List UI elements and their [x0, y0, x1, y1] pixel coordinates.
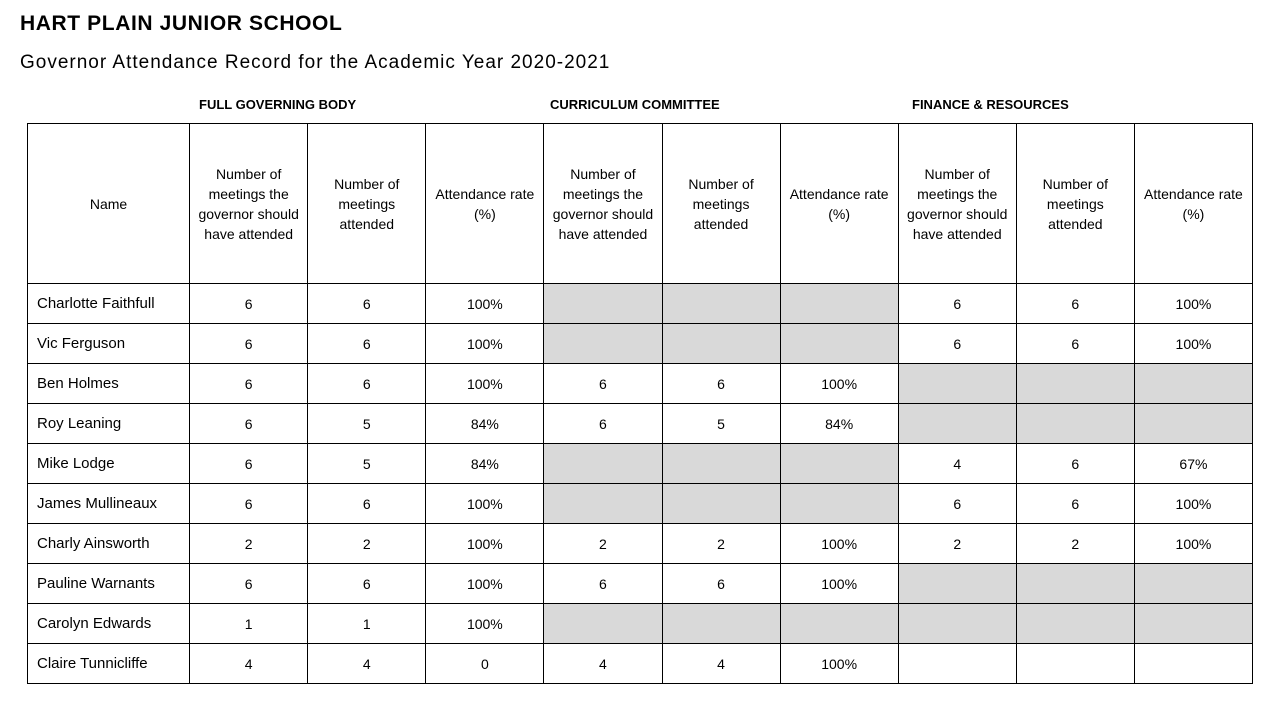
fgb-should-cell: 1 [190, 604, 308, 644]
fgb-attended-cell: 4 [308, 644, 426, 684]
governor-name: Claire Tunnicliffe [28, 644, 190, 684]
fin-should-cell-not-applicable [898, 404, 1016, 444]
header-cur-should-attend: Number of meetings the governor should have attended [544, 124, 662, 284]
header-fin-should-attend: Number of meetings the governor should have attended [898, 124, 1016, 284]
fin-should-cell [898, 644, 1016, 684]
fgb-attended-cell: 5 [308, 404, 426, 444]
fgb-rate-cell: 100% [426, 484, 544, 524]
table-row [28, 604, 1253, 644]
table-row [28, 324, 1253, 364]
cur-attended-cell-not-applicable [662, 444, 780, 484]
table-body [28, 284, 1253, 684]
cur-should-cell: 6 [544, 364, 662, 404]
fgb-attended-cell: 6 [308, 564, 426, 604]
fin-should-cell-not-applicable [898, 564, 1016, 604]
header-fin-attended: Number of meetings attended [1016, 124, 1134, 284]
fgb-rate-cell: 100% [426, 364, 544, 404]
fin-attended-cell: 6 [1016, 324, 1134, 364]
fin-rate-cell: 100% [1134, 324, 1252, 364]
fgb-attended-cell: 1 [308, 604, 426, 644]
fgb-should-cell: 6 [190, 404, 308, 444]
fin-rate-cell: 100% [1134, 484, 1252, 524]
cur-rate-cell-not-applicable [780, 484, 898, 524]
fin-rate-cell-not-applicable [1134, 564, 1252, 604]
fin-should-cell: 6 [898, 484, 1016, 524]
fgb-should-cell: 6 [190, 284, 308, 324]
header-cur-rate: Attendance rate (%) [780, 124, 898, 284]
governor-name: James Mullineaux [28, 484, 190, 524]
fin-attended-cell: 6 [1016, 444, 1134, 484]
cur-attended-cell-not-applicable [662, 324, 780, 364]
fgb-should-cell: 2 [190, 524, 308, 564]
document-subtitle: Governor Attendance Record for the Academic Year 2020-2021 [20, 52, 611, 73]
cur-should-cell-not-applicable [544, 324, 662, 364]
governor-name: Roy Leaning [28, 404, 190, 444]
fin-attended-cell: 6 [1016, 484, 1134, 524]
cur-rate-cell-not-applicable [780, 284, 898, 324]
cur-rate-cell: 100% [780, 524, 898, 564]
fin-attended-cell-not-applicable [1016, 604, 1134, 644]
fgb-should-cell: 6 [190, 484, 308, 524]
cur-attended-cell: 5 [662, 404, 780, 444]
fin-rate-cell-not-applicable [1134, 404, 1252, 444]
fin-attended-cell: 2 [1016, 524, 1134, 564]
fgb-attended-cell: 5 [308, 444, 426, 484]
governor-name: Charlotte Faithfull [28, 284, 190, 324]
cur-rate-cell-not-applicable [780, 444, 898, 484]
fgb-rate-cell: 100% [426, 284, 544, 324]
fin-rate-cell: 100% [1134, 284, 1252, 324]
fgb-attended-cell: 6 [308, 284, 426, 324]
cur-rate-cell: 100% [780, 364, 898, 404]
fin-rate-cell-not-applicable [1134, 604, 1252, 644]
fin-should-cell: 2 [898, 524, 1016, 564]
fin-should-cell-not-applicable [898, 604, 1016, 644]
table-row [28, 364, 1253, 404]
governor-name: Pauline Warnants [28, 564, 190, 604]
cur-should-cell: 6 [544, 564, 662, 604]
fgb-should-cell: 4 [190, 644, 308, 684]
cur-attended-cell: 4 [662, 644, 780, 684]
governor-name: Ben Holmes [28, 364, 190, 404]
fgb-should-cell: 6 [190, 564, 308, 604]
group-label-full-governing-body: FULL GOVERNING BODY [199, 97, 357, 112]
cur-rate-cell: 84% [780, 404, 898, 444]
fgb-attended-cell: 6 [308, 324, 426, 364]
header-fgb-attended: Number of meetings attended [308, 124, 426, 284]
fin-rate-cell [1134, 644, 1252, 684]
fgb-attended-cell: 6 [308, 364, 426, 404]
fgb-attended-cell: 2 [308, 524, 426, 564]
table-row [28, 284, 1253, 324]
fin-should-cell: 4 [898, 444, 1016, 484]
fin-should-cell-not-applicable [898, 364, 1016, 404]
fgb-rate-cell: 100% [426, 564, 544, 604]
governor-name: Vic Ferguson [28, 324, 190, 364]
fin-should-cell: 6 [898, 324, 1016, 364]
cur-attended-cell: 6 [662, 364, 780, 404]
table-row [28, 404, 1253, 444]
table-row [28, 524, 1253, 564]
cur-attended-cell: 6 [662, 564, 780, 604]
fin-attended-cell: 6 [1016, 284, 1134, 324]
attendance-table [27, 123, 1253, 684]
governor-name: Mike Lodge [28, 444, 190, 484]
header-name: Name [28, 124, 190, 284]
fgb-rate-cell: 100% [426, 524, 544, 564]
cur-rate-cell-not-applicable [780, 324, 898, 364]
table-row [28, 484, 1253, 524]
header-cur-attended: Number of meetings attended [662, 124, 780, 284]
fin-rate-cell: 100% [1134, 524, 1252, 564]
fgb-attended-cell: 6 [308, 484, 426, 524]
fgb-rate-cell: 84% [426, 404, 544, 444]
fin-attended-cell [1016, 644, 1134, 684]
header-fgb-should-attend: Number of meetings the governor should have attended [190, 124, 308, 284]
fin-attended-cell-not-applicable [1016, 564, 1134, 604]
table-row [28, 644, 1253, 684]
header-fin-rate: Attendance rate (%) [1134, 124, 1252, 284]
cur-should-cell: 6 [544, 404, 662, 444]
fgb-should-cell: 6 [190, 324, 308, 364]
fin-rate-cell-not-applicable [1134, 364, 1252, 404]
cur-attended-cell-not-applicable [662, 284, 780, 324]
cur-rate-cell-not-applicable [780, 604, 898, 644]
group-label-curriculum-committee: CURRICULUM COMMITTEE [550, 97, 720, 112]
cur-should-cell-not-applicable [544, 604, 662, 644]
cur-should-cell-not-applicable [544, 484, 662, 524]
school-title: HART PLAIN JUNIOR SCHOOL [20, 12, 343, 35]
cur-attended-cell-not-applicable [662, 484, 780, 524]
fin-should-cell: 6 [898, 284, 1016, 324]
fgb-should-cell: 6 [190, 444, 308, 484]
fgb-rate-cell: 100% [426, 324, 544, 364]
fgb-rate-cell: 0 [426, 644, 544, 684]
cur-should-cell: 2 [544, 524, 662, 564]
fgb-rate-cell: 100% [426, 604, 544, 644]
governor-name: Carolyn Edwards [28, 604, 190, 644]
fin-attended-cell-not-applicable [1016, 404, 1134, 444]
cur-should-cell-not-applicable [544, 284, 662, 324]
table-row [28, 564, 1253, 604]
fgb-should-cell: 6 [190, 364, 308, 404]
cur-attended-cell-not-applicable [662, 604, 780, 644]
cur-rate-cell: 100% [780, 644, 898, 684]
table-header-row [28, 124, 1253, 284]
cur-should-cell: 4 [544, 644, 662, 684]
table-row [28, 444, 1253, 484]
fin-attended-cell-not-applicable [1016, 364, 1134, 404]
cur-rate-cell: 100% [780, 564, 898, 604]
cur-attended-cell: 2 [662, 524, 780, 564]
group-label-finance-resources: FINANCE & RESOURCES [912, 97, 1069, 112]
fgb-rate-cell: 84% [426, 444, 544, 484]
cur-should-cell-not-applicable [544, 444, 662, 484]
governor-name: Charly Ainsworth [28, 524, 190, 564]
header-fgb-rate: Attendance rate (%) [426, 124, 544, 284]
fin-rate-cell: 67% [1134, 444, 1252, 484]
